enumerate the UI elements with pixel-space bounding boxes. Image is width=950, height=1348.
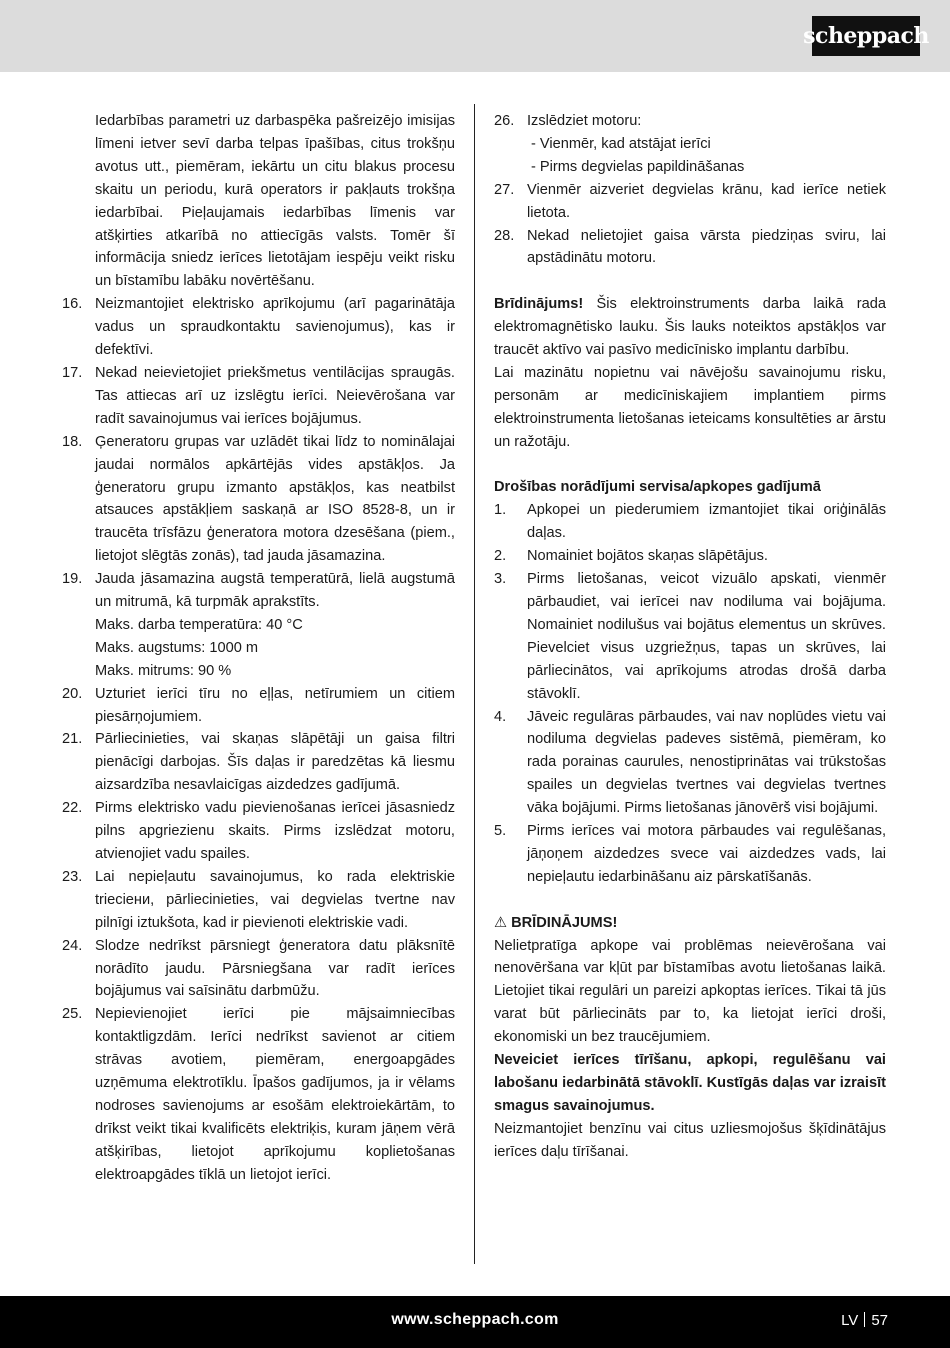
- item-text: Nekad nelietojiet gaisa vārsta piedziņas sviru, lai apstādinātu motoru.: [527, 227, 886, 267]
- item-text: Pirms elektrisko vadu pievienošanas ierīcei jāsasniedz pilns apgriezienu skaits. Pirms izslēdzat motoru, atvienojiet vadu spailes.: [95, 800, 455, 862]
- list-item: [494, 499, 886, 545]
- warning-paragraph: Nelietpratīga apkope vai problēmas neievērošana vai nenovēršana var kļūt par bīstamības avotu lietošanas laikā. Lietojiet tikai regulāri un pareizi apkoptas ierīces. Tikai tā jūs varat būt pārliecināts par to, ka lietojat ierīci droši, ekonomiski un bez traucējumiem.: [494, 937, 886, 1046]
- item-number: 1.: [494, 502, 507, 519]
- list-item: [494, 179, 886, 225]
- item-text: Jāveic regulāras pārbaudes, vai nav noplūdes vietu vai nodiluma degvielas padeves sistēmā, piemēram, ko rada porainas caurules, nenostiprinātas vai trūkstošas spailes un degvielas tvertnes vai degvielas tvertnes vāka bojājumi. Pirms lietošanas jānovērš visi bojājumi.: [527, 708, 886, 817]
- item-number: 2.: [494, 548, 507, 565]
- emf-warning: [494, 293, 886, 362]
- item-text: Izslēdziet motoru:: [527, 113, 642, 129]
- item-number: 16.: [62, 296, 83, 313]
- item-number: 19.: [62, 571, 83, 588]
- warning-label: Brīdinājums!: [494, 296, 584, 313]
- emf-warning-advice: Lai mazinātu nopietnu vai nāvējošu savainojumu risku, personām ar medicīniskajiem implantiem pirms elektroinstrumenta lietošanas ieteicams konsultēties ar ārstu un ražotāju.: [494, 364, 886, 450]
- item-text: Pirms lietošanas, veicot vizuālo apskati, vienmēr pārbaudiet, vai ierīcei nav nodiluma vai bojājuma. Nomainiet nodilušus vai bojātus elementus un skrūves. Pievelciet visus uzgriežņus, tapas un skrūves, lai pārliecinātos, vai aprīkojums atrodas drošā darba stāvoklī.: [527, 571, 886, 702]
- list-item: [62, 683, 455, 729]
- list-item: [62, 797, 455, 866]
- page-number: 57: [871, 1312, 888, 1329]
- item-text: Nepievienojiet ierīci pie mājsaimniecības kontaktligzdām. Ierīci nedrīkst savienot ar citiem strāvas avotiem, piemēram, energoapgādes uzņēmuma elektrotīklu. Īpašos gadījumos, ja ir vēlams nodroses savienojums ar esošām elektroiekārtām, to drīkst veikt tikai kvalificēts elektriķis, kuram jāņem vērā atšķirības, lietojot aprīkojumu koplietošanas elektroapgādes tīklā un lietojot ierīci.: [95, 1006, 455, 1183]
- item-text: Ģeneratoru grupas var uzlādēt tikai līdz to nominālajai jaudai normālos apkārtējās vides apstākļos. Ja ģeneratoru grupu izmanto apstākļos, kas neatbilst atsauces apstākļiem saskaņā ar ISO 8528-8, un ir traucēta trīsfāzu ģeneratora motora dzesēšana (piem., lietojot slēgtās zonās), tad jauda jāsamazina.: [95, 433, 455, 565]
- item-text: Apkopei un piederumiem izmantojiet tikai oriģinālās daļas.: [527, 502, 886, 542]
- brand-logo: scheppach: [812, 16, 920, 56]
- list-item: [62, 935, 455, 1004]
- warning-bold-paragraph: Neveiciet ierīces tīrīšanu, apkopi, regulēšanu vai labošanu iedarbinātā stāvoklī. Kustīgās daļas var izraisīt smagus savainojumus.: [494, 1052, 886, 1114]
- item-number: 21.: [62, 731, 83, 748]
- warning-triangle-icon: ⚠: [494, 914, 508, 931]
- item-number: 5.: [494, 823, 507, 840]
- max-humidity: Maks. mitrums: 90 %: [95, 662, 232, 679]
- item-number: 3.: [494, 571, 507, 588]
- item-text: Nekad neievietojiet priekšmetus ventilācijas spraugās. Tas attiecas arī uz izslēgtu ierīci. Neievērošana var radīt savainojumus vai ierīces bojājumus.: [95, 364, 455, 427]
- warning-heading-text: BRĪDINĀJUMS!: [511, 914, 618, 931]
- item-number: 26.: [494, 113, 515, 129]
- warning-heading: [494, 912, 886, 935]
- item-text: Pārliecinieties, vai skaņas slāpētāji un gaisa filtri pienācīgi darbojas. Šīs daļas ir paredzētas kā liesmu aizsardzība nesavlaicīgas aizdedzes gadījumā.: [95, 731, 455, 794]
- item-text: Slodze nedrīkst pārsniegt ģeneratora datu plāksnītē norādīto jaudu. Pārsniegšana var radīt ierīces bojājumus vai saīsinātu darbmūžu.: [95, 937, 455, 1000]
- max-temperature: Maks. darba temperatūra: 40 °C: [95, 616, 303, 633]
- item-text: Vienmēr aizveriet degvielas krānu, kad ierīce netiek lietota.: [527, 181, 886, 221]
- right-column: [494, 110, 886, 1164]
- item-number: 27.: [494, 181, 515, 198]
- item-text: Pirms ierīces vai motora pārbaudes vai regulēšanas, jāņoņem aizdedzes svece vai aizdedzes vads, lai nepieļautu iedarbināšanu aiz pārskatīšanās.: [527, 823, 886, 885]
- list-item: [62, 431, 455, 568]
- item-text: Nomainiet bojātos skaņas slāpētājus.: [527, 548, 768, 565]
- footer-url: www.scheppach.com: [391, 1311, 559, 1328]
- item-number: 28.: [494, 227, 515, 244]
- sub-item: - Vienmēr, kad atstājat ierīci: [531, 135, 711, 152]
- list-item: [494, 110, 886, 179]
- left-column: [62, 110, 455, 1187]
- footer-bar: [0, 1296, 950, 1348]
- list-item: [62, 728, 455, 797]
- item-text: Jauda jāsamazina augstā temperatūrā, lielā augstumā un mitrumā, kā turpmāk aprakstīts.: [95, 571, 455, 611]
- item-text: Neizmantojiet elektrisko aprīkojumu (arī pagarinātāja vadus un spraudkontaktu savienojumus), kas ir defektīvi.: [95, 296, 455, 359]
- warning-text: Šis elektroinstruments darba laikā rada elektromagnētisko lauku. Šis lauks noteiktos apstākļos var traucēt aktīvo vai pasīvo medicīnisko implantu darbību.: [494, 296, 886, 359]
- list-item: [494, 820, 886, 889]
- max-altitude: Maks. augstums: 1000 m: [95, 639, 259, 656]
- item-number: 17.: [62, 364, 83, 381]
- sub-item: - Pirms degvielas papildināšanas: [531, 158, 745, 175]
- header-bar: [0, 0, 950, 72]
- list-item: [494, 545, 886, 568]
- item-number: 18.: [62, 433, 83, 450]
- language-code: LV: [841, 1312, 859, 1329]
- warning-final-paragraph: Neizmantojiet benzīnu vai citus uzliesmojošus šķīdinātājus ierīces daļu tīrīšanai.: [494, 1120, 886, 1160]
- column-divider: [474, 104, 475, 1264]
- list-item: [62, 568, 455, 683]
- item-number: 22.: [62, 800, 83, 817]
- intro-paragraph: Iedarbības parametri uz darbaspēka pašreizējo imisijas līmeni ietver sevī darba telpas īpašības, citus trokšņu avotus utt., piemēram, iekārtu un citu blakus procesu skaitu un periodu, kurā operators ir pakļauts trokšņa iedarbībai. Pieļaujamais iedarbības līmenis var atšķirties atkarībā no attiecīgās valsts. Tomēr šī informācija sniedz ierīces lietotājam iespēju veikt risku un bīstamību labāku novērtēšanu.: [95, 113, 455, 290]
- item-number: 4.: [494, 708, 507, 725]
- item-text: Lai nepieļautu savainojumus, ko rada elektriskie trieciени, pārliecinieties, vai degvielas tvertne nav pilnīgi iztukšota, kad ir pievienoti elektriskie vadi.: [95, 868, 455, 931]
- list-item: [62, 362, 455, 431]
- section-heading: Drošības norādījumi servisa/apkopes gadījumā: [494, 479, 821, 496]
- list-item: [62, 293, 455, 362]
- list-item: [62, 1003, 455, 1186]
- item-number: 23.: [62, 868, 83, 885]
- page-indicator: [841, 1312, 888, 1329]
- list-item: [494, 225, 886, 271]
- list-item: [494, 706, 886, 821]
- item-text: Uzturiet ierīci tīru no eļļas, netīrumiem un citiem piesārņojumiem.: [95, 685, 455, 725]
- item-number: 20.: [62, 685, 83, 702]
- item-number: 25.: [62, 1006, 83, 1023]
- item-number: 24.: [62, 937, 83, 954]
- list-item: [494, 568, 886, 705]
- list-item: [62, 866, 455, 935]
